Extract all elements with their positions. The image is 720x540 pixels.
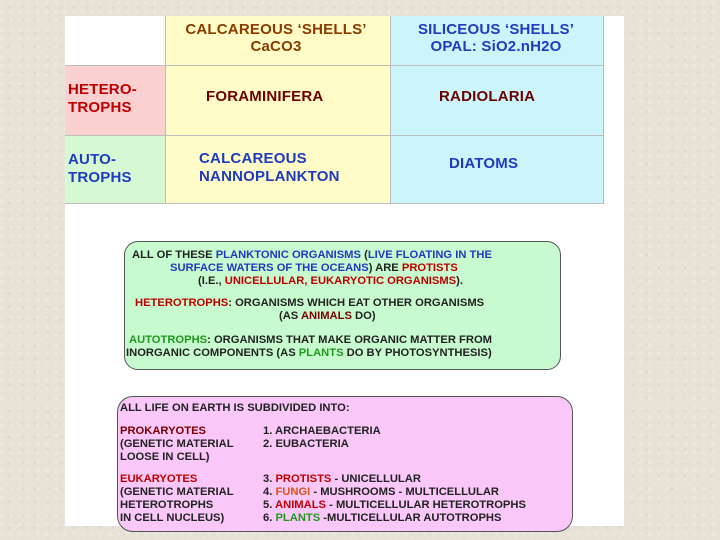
calcareous-header-cell — [166, 16, 391, 66]
definitions-line-6 — [129, 334, 492, 348]
text-surface-waters: SURFACE WATERS OF THE OCEANS — [170, 262, 369, 274]
text-autotrophs: AUTOTROPHS — [129, 334, 208, 346]
text-as: (AS — [279, 310, 301, 322]
life-box-title: ALL LIFE ON EARTH IS SUBDIVIDED INTO: — [120, 402, 350, 414]
siliceous-header-formula: OPAL: SiO2.nH2O — [430, 38, 562, 55]
text-ie: (I.E., — [198, 275, 225, 287]
text-animals: ANIMALS — [300, 310, 352, 322]
animals-name: ANIMALS — [275, 499, 326, 511]
fungi-num: 4. — [263, 486, 276, 498]
plants-desc: -MULTICELLULAR AUTOTROPHS — [320, 512, 502, 524]
definitions-line-2 — [170, 262, 458, 276]
text-plants: PLANTS — [298, 347, 344, 359]
nannoplankton-label-line1: CALCAREOUS — [199, 150, 307, 167]
plants-num: 6. — [263, 512, 276, 524]
eukaryotes-label: EUKARYOTES — [120, 473, 198, 485]
text-protists: PROTISTS — [401, 262, 458, 274]
eukaryotes-desc-line1: (GENETIC MATERIAL — [120, 486, 234, 498]
diatoms-cell — [391, 136, 604, 204]
text-planktonic-organisms: PLANKTONIC ORGANISMS — [215, 249, 361, 261]
text-do: DO) — [351, 310, 376, 322]
heterotrophs-label-line1: HETERO- — [68, 81, 137, 98]
fungi-item — [263, 486, 499, 500]
animals-num: 5. — [263, 499, 276, 511]
nannoplankton-cell — [166, 136, 391, 204]
text-unicellular-eukaryotic: UNICELLULAR, EUKARYOTIC ORGANISMS — [224, 275, 457, 287]
fungi-desc: - MUSHROOMS - MULTICELLULAR — [310, 486, 499, 498]
autotrophs-label-line2: TROPHS — [68, 169, 132, 186]
definitions-line-5 — [279, 310, 376, 324]
radiolaria-cell — [391, 66, 604, 136]
calcareous-header-title: CALCAREOUS ‘SHELLS’ — [185, 21, 367, 38]
autotrophs-label-line1: AUTO- — [68, 151, 117, 168]
plants-name: PLANTS — [275, 512, 321, 524]
slide — [65, 16, 624, 526]
fungi-name: FUNGI — [275, 486, 311, 498]
definitions-box — [124, 241, 561, 370]
definitions-line-3 — [198, 275, 463, 289]
eukaryotes-desc-line2: HETEROTROPHS — [120, 499, 214, 511]
foraminifera-cell — [166, 66, 391, 136]
life-classification-box — [117, 396, 573, 532]
siliceous-header-title: SILICEOUS ‘SHELLS’ — [417, 21, 575, 38]
definitions-line-4 — [135, 297, 484, 311]
siliceous-header-cell — [391, 16, 604, 66]
nannoplankton-label-line2: NANNOPLANKTON — [199, 168, 340, 185]
prokaryotes-desc-line1: (GENETIC MATERIAL — [120, 438, 234, 450]
text-are: ) ARE — [368, 262, 402, 274]
definitions-line-7 — [126, 347, 492, 361]
text-autotrophs-def: : ORGANISMS THAT MAKE ORGANIC MATTER FROM — [207, 334, 492, 346]
animals-desc: - MULTICELLULAR HETEROTROPHS — [326, 499, 526, 511]
protists-desc: - UNICELLULAR — [331, 473, 421, 485]
text-heterotrophs: HETEROTROPHS — [135, 297, 229, 309]
heterotrophs-label-cell — [65, 66, 166, 136]
protists-name: PROTISTS — [275, 473, 332, 485]
animals-item — [263, 499, 526, 513]
autotrophs-label-cell — [65, 136, 166, 204]
text-heterotrophs-def: : ORGANISMS WHICH EAT OTHER ORGANISMS — [228, 297, 485, 309]
eubacteria-item: 2. EUBACTERIA — [263, 438, 349, 450]
prokaryotes-desc-line2: LOOSE IN CELL) — [120, 451, 210, 463]
text-open-paren: ( — [360, 249, 368, 261]
text-live-floating: LIVE FLOATING IN THE — [367, 249, 492, 261]
protists-num: 3. — [263, 473, 276, 485]
text-inorganic: INORGANIC COMPONENTS (AS — [126, 347, 299, 359]
diatoms-label: DIATOMS — [449, 155, 519, 172]
foraminifera-label: FORAMINIFERA — [206, 88, 324, 105]
plants-item — [263, 512, 501, 526]
prokaryotes-label: PROKARYOTES — [120, 425, 206, 437]
archaebacteria-item: 1. ARCHAEBACTERIA — [263, 425, 381, 437]
text-close-paren: ). — [456, 275, 463, 287]
table-corner-cell — [65, 16, 166, 66]
calcareous-header-formula: CaCO3 — [250, 38, 302, 55]
definitions-line-1 — [132, 249, 492, 263]
eukaryotes-desc-line3: IN CELL NUCLEUS) — [120, 512, 225, 524]
text-photosynthesis: DO BY PHOTOSYNTHESIS) — [343, 347, 492, 359]
text-all-of-these: ALL OF THESE — [132, 249, 216, 261]
radiolaria-label: RADIOLARIA — [439, 88, 536, 105]
heterotrophs-label-line2: TROPHS — [68, 99, 132, 116]
protists-item — [263, 473, 421, 487]
